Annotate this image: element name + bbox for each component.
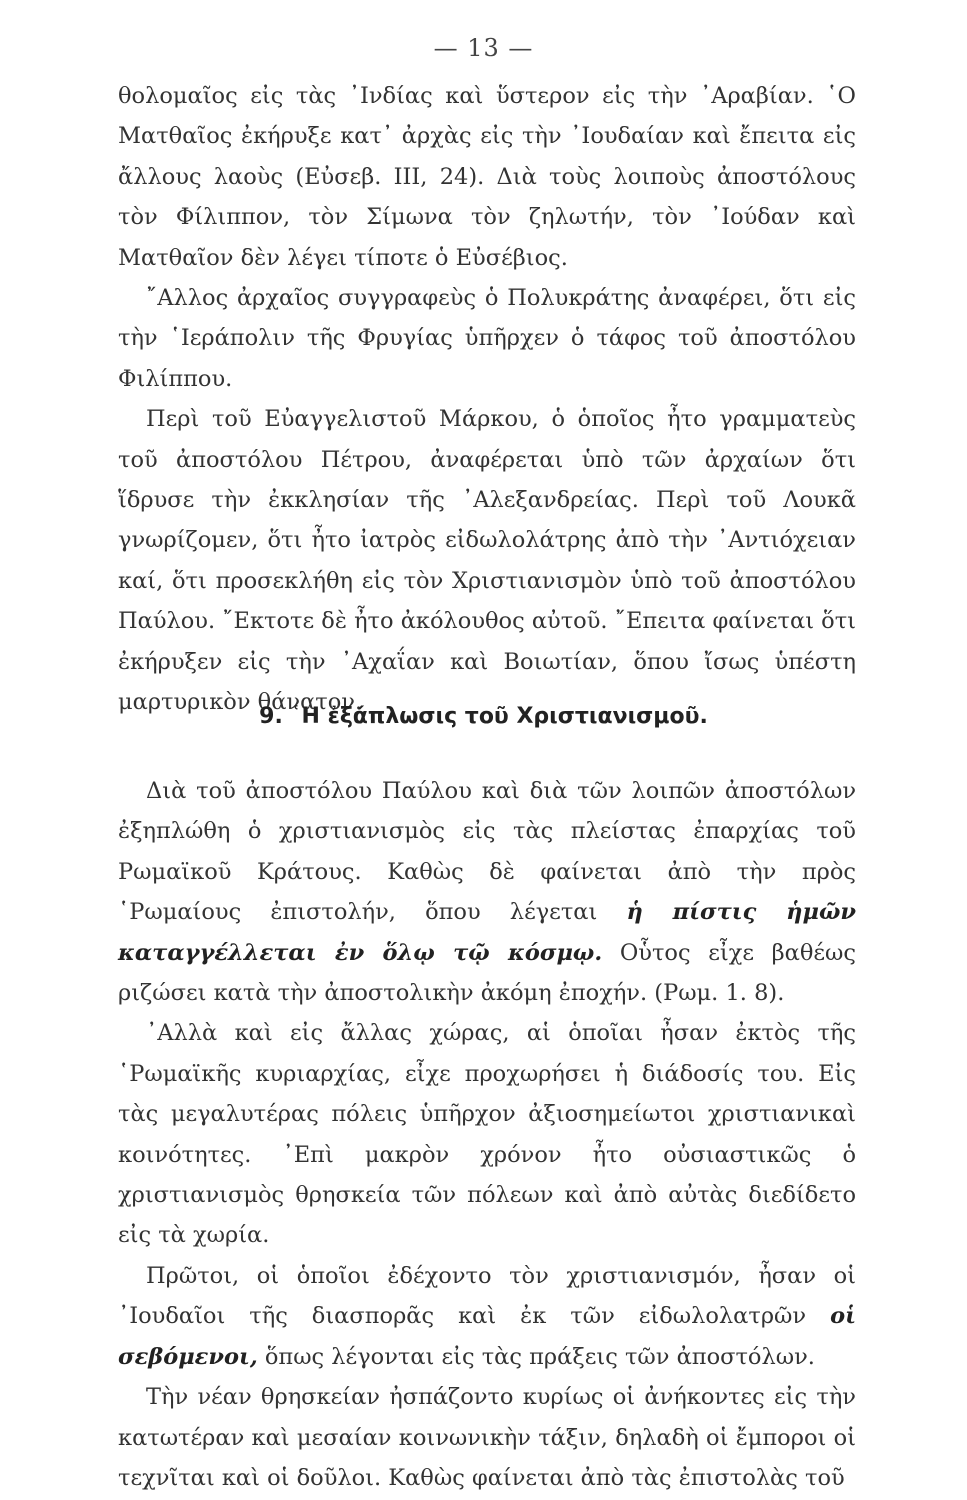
paragraph: Τὴν νέαν θρησκείαν ἠσπάζοντο κυρίως οἱ ἀνήκοντες εἰς τὴν κατωτέραν καὶ μεσαίαν κοινωνικὴν τάξιν, δηλαδὴ οἱ ἔμποροι οἱ τεχνῖται καὶ οἱ δοῦλοι. Καθὼς φαίνεται ἀπὸ τὰς ἐπιστολὰς τοῦ bbox=[118, 1384, 856, 1491]
text-block-top bbox=[118, 76, 856, 723]
paragraph: ᾿Αλλὰ καὶ εἰς ἄλλας χώρας, αἱ ὁποῖαι ἦσαν ἐκτὸς τῆς ῾Ρωμαϊκῆς κυριαρχίας, εἶχε προχωρήσει ἡ διάδοσίς του. Εἰς τὰς μεγαλυτέρας πόλεις ὑπῆρχον ἀξιοσημείωτοι χριστιανικαὶ κοινότητες. ᾿Επὶ μακρὸν χρόνον ἦτο οὐσιαστικῶς ὁ χριστιανισμὸς θρησκεία τῶν πόλεων καὶ ἀπὸ αὐτὰς διεδίδετο εἰς τὰ χωρία. bbox=[118, 1020, 856, 1249]
paragraph bbox=[118, 771, 856, 1013]
emphasized-quote: ἡ πίστις ἡμῶν καταγγέλλεται ἐν ὅλῳ τῷ κόσμῳ. bbox=[118, 899, 857, 966]
paragraph-text: Οὗτος εἶχε βαθέως ριζώσει κατὰ τὴν ἀποστολικὴν ἀκόμη ἐποχήν. (Ρωμ. 1. 8). bbox=[118, 939, 856, 1007]
paragraph: Περὶ τοῦ Εὐαγγελιστοῦ Μάρκου, ὁ ὁποῖος ἦτο γραμματεὺς τοῦ ἀποστόλου Πέτρου, ἀναφέρεται ὑπὸ τῶν ἀρχαίων ὅτι ἵδρυσε τὴν ἐκκλησίαν τῆς ᾿Αλεξανδρείας. Περὶ τοῦ Λουκᾶ γνωρίζομεν, ὅτι ἦτο ἰατρὸς εἰδωλολάτρης ἀπὸ τὴν ᾿Αντιόχειαν καί, ὅτι προσεκλήθη εἰς τὸν Χριστιανισμὸν ὑπὸ τοῦ ἀποστόλου Παύλου. ῎Εκτοτε δὲ ἦτο ἀκόλουθος αὐτοῦ. ῎Επειτα φαίνεται ὅτι ἐκήρυξεν εἰς τὴν ᾿Αχαΐαν καὶ Βοιωτίαν, ὅπου ἴσως ὑπέστη μαρτυρικὸν θάνατον. bbox=[118, 406, 856, 716]
paragraph-text: Διὰ τοῦ ἀποστόλου Παύλου καὶ διὰ τῶν λοιπῶν ἀποστόλων ἐξηπλώθη ὁ χριστιανισμὸς εἰς τὰς πλείστας ἐπαρχίας τοῦ Ρωμαϊκοῦ Κράτους. Καθὼς δὲ φαίνεται ἀπὸ τὴν πρὸς ῾Ρωμαίους ἐπιστολήν, ὅπου λέγεται bbox=[118, 778, 856, 926]
paragraph bbox=[118, 1256, 856, 1377]
paragraph-text: ὅπως λέγονται εἰς τὰς πράξεις τῶν ἀποστόλων. bbox=[264, 1343, 815, 1370]
page-number: — 13 — bbox=[433, 34, 534, 62]
paragraph: ῎Αλλος ἀρχαῖος συγγραφεὺς ὁ Πολυκράτης ἀναφέρει, ὅτι εἰς τὴν ῾Ιεράπολιν τῆς Φρυγίας ὑπῆρχεν ὁ τάφος τοῦ ἀποστόλου Φιλίππου. bbox=[118, 285, 856, 392]
section-heading: 9. ῾Η ἐξάπλωσις τοῦ Χριστιανισμοῦ. bbox=[259, 704, 708, 729]
text-block-bottom bbox=[118, 771, 856, 1498]
paragraph-text: Πρῶτοι, οἱ ὁποῖοι ἐδέχοντο τὸν χριστιανισμόν, ἦσαν οἱ ᾿Ιουδαῖοι τῆς διασπορᾶς καὶ ἐκ τῶν εἰδωλολατρῶν bbox=[118, 1262, 856, 1330]
paragraph: θολομαῖος εἰς τὰς ᾿Ινδίας καὶ ὕστερον εἰς τὴν ᾿Αραβίαν. ῾Ο Ματθαῖος ἐκήρυξε κατ᾿ ἀρχὰς εἰς τὴν ᾿Ιουδαίαν καὶ ἔπειτα εἰς ἄλλους λαοὺς (Εὐσεβ. ΙΙΙ, 24). Διὰ τοὺς λοιποὺς ἀποστόλους τὸν Φίλιππον, τὸν Σίμωνα τὸν ζηλωτήν, τὸν ᾿Ιούδαν καὶ Ματθαῖον δὲν λέγει τίποτε ὁ Εὐσέβιος. bbox=[118, 83, 856, 271]
emphasized-term: οἱ σεβόμενοι, bbox=[118, 1303, 856, 1370]
